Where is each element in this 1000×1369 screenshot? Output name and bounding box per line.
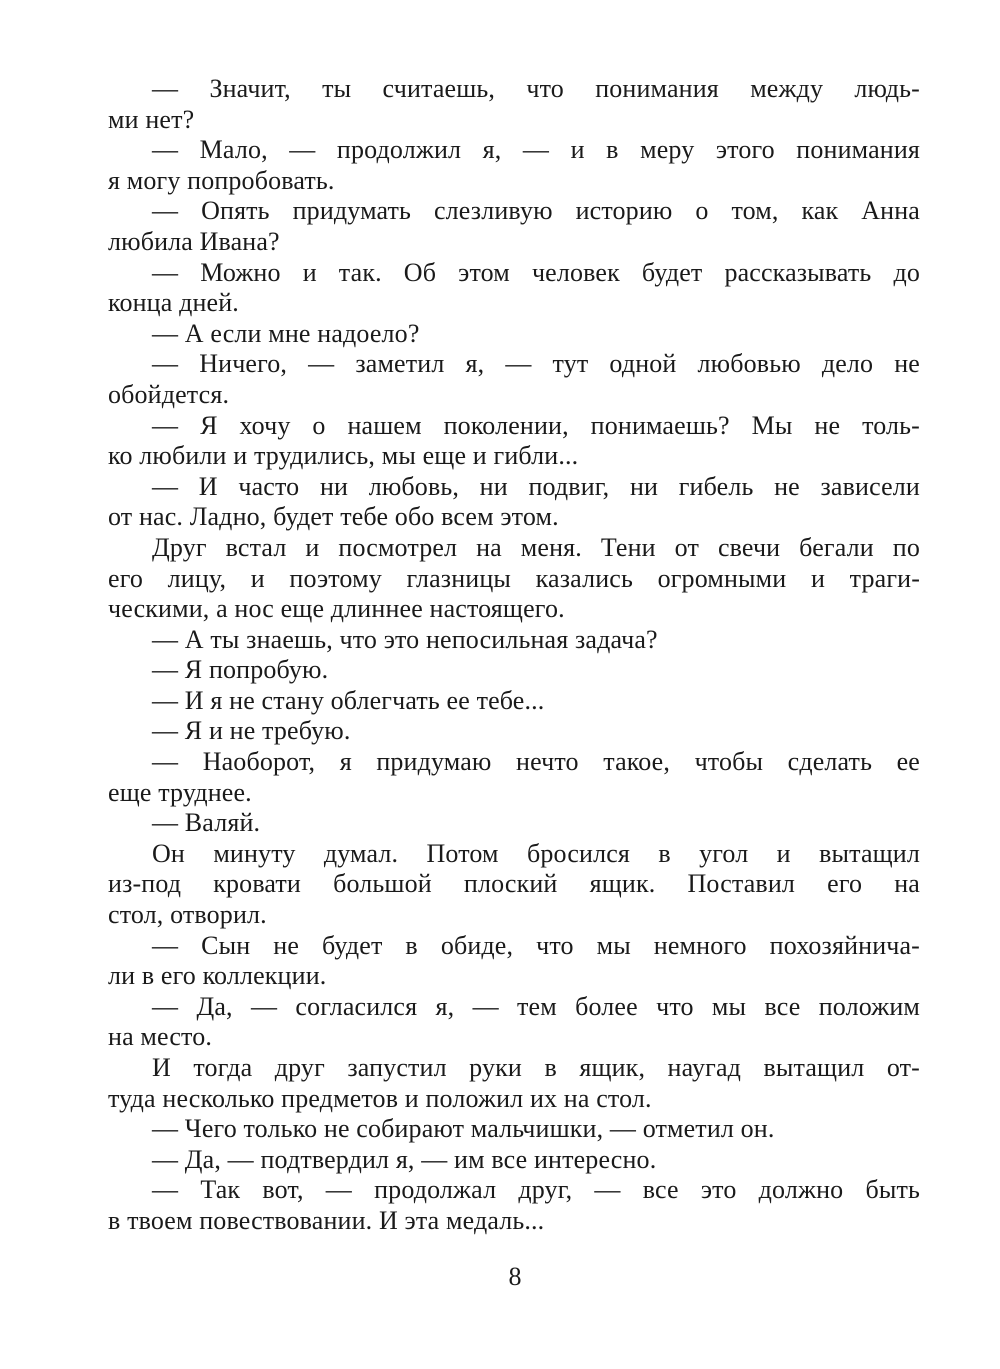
text-line: из-под кровати большой плоский ящик. Поставил его на	[108, 869, 920, 899]
text-line: — Да, — подтвердил я, — им все интересно.	[152, 1144, 657, 1174]
text-line: — Можно и так. Об этом человек будет рассказывать до	[152, 257, 920, 287]
text-line: ческими, а нос еще длиннее настоящего.	[108, 594, 565, 624]
text-line: — Так вот, — продолжал друг, — все это должно быть	[152, 1175, 920, 1205]
text-line: ли в его коллекции.	[108, 961, 327, 991]
page-number: 8	[508, 1262, 522, 1291]
text-line: — А ты знаешь, что это непосильная задача?	[152, 624, 658, 654]
text-line: — Наоборот, я придумаю нечто такое, чтобы сделать ее	[152, 747, 920, 777]
text-line: его лицу, и поэтому глазницы казались огромными и траги-	[108, 563, 920, 593]
text-line: обойдется.	[108, 379, 230, 409]
body-text	[108, 74, 920, 1237]
text-line: ми нет?	[108, 104, 195, 134]
text-line: я могу попробовать.	[108, 165, 335, 195]
text-line: И тогда друг запустил руки в ящик, наугад вытащил от-	[152, 1053, 920, 1082]
text-line: ко любили и трудились, мы еще и гибли...	[108, 441, 579, 471]
text-line: — Я и не требую.	[152, 716, 351, 746]
text-line: — Значит, ты считаешь, что понимания между людь-	[152, 74, 920, 103]
text-line: — Мало, — продолжил я, — и в меру этого понимания	[152, 135, 920, 165]
text-line: — А если мне надоело?	[152, 318, 420, 348]
text-line: — Ничего, — заметил я, — тут одной любовью дело не	[152, 349, 920, 379]
text-line: — Да, — согласился я, — тем более что мы все положим	[152, 991, 920, 1021]
text-line: в твоем повествовании. И эта медаль...	[108, 1205, 545, 1235]
text-line: туда несколько предметов и положил их на стол.	[108, 1083, 652, 1113]
text-line: от нас. Ладно, будет тебе обо всем этом.	[108, 502, 559, 532]
text-line: еще труднее.	[108, 777, 252, 807]
text-line: — И я не стану облегчать ее тебе...	[152, 685, 545, 715]
text-line: — Валяй.	[152, 808, 261, 838]
text-line: — Опять придумать слезливую историю о том, как Анна	[152, 196, 920, 226]
text-line: конца дней.	[108, 288, 239, 318]
text-line: на место.	[108, 1022, 213, 1052]
text-line: Он минуту думал. Потом бросился в угол и вытащил	[152, 838, 920, 868]
text-line: Друг встал и посмотрел на меня. Тени от свечи бегали по	[152, 532, 920, 562]
text-line: — Чего только не собирают мальчишки, — отметил он.	[152, 1114, 775, 1144]
text-line: любила Ивана?	[108, 226, 280, 256]
text-line: стол, отворил.	[108, 900, 267, 930]
text-line: — Сын не будет в обиде, что мы немного похозяйнича-	[152, 930, 920, 960]
text-line: — Я хочу о нашем поколении, понимаешь? Мы не толь-	[152, 410, 920, 440]
text-line: — И часто ни любовь, ни подвиг, ни гибель не зависели	[152, 471, 920, 501]
text-line: — Я попробую.	[152, 655, 329, 685]
